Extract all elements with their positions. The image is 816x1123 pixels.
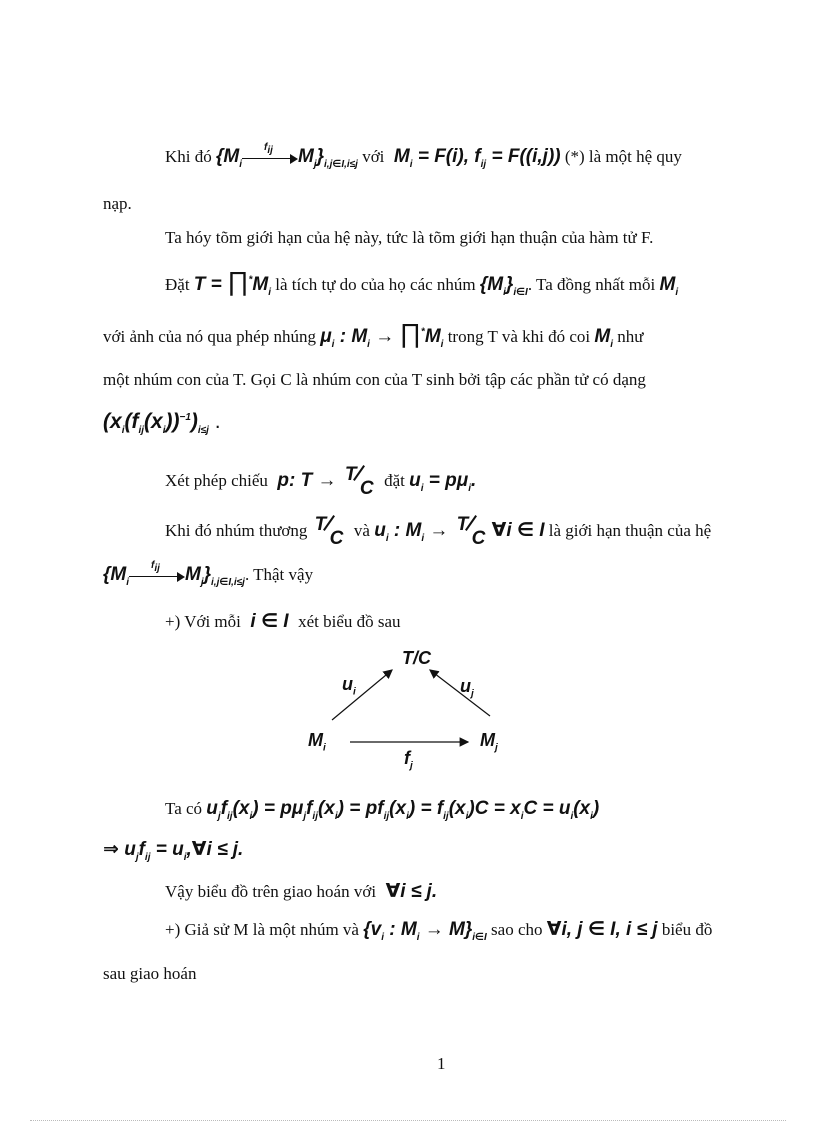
text: . Thật vậy [244, 565, 314, 584]
formula-embedding: $\mu_i$ : $M_i$ → $\prod^*M_i$ [320, 318, 444, 350]
label-uj: $u_j$ [460, 676, 474, 700]
text: Vậy biểu đồ trên giao hoán với [165, 882, 377, 901]
system-expression: {$M_i$ $f_{ij}$ $M_j\}_{i,j\in I,i\le j}$ [216, 141, 358, 170]
formula-generator: $(x_i(f_{ij}(x_i))^{-1})_{i\le j}$ . [103, 410, 221, 437]
paragraph-line-15 [165, 880, 437, 903]
text: Đặt [165, 275, 190, 294]
formula-T-product: $T = \prod^*M_i$ [193, 266, 271, 298]
paragraph-line-5 [103, 318, 643, 349]
text: Xét phép chiếu [165, 471, 268, 491]
page-footer-rule [30, 1120, 786, 1121]
text: là giới hạn thuận của hệ [548, 521, 712, 541]
text: +) Với mỗi [165, 612, 241, 631]
text: Khi đó [165, 147, 212, 166]
formula-projection: p: T → T C [272, 464, 374, 499]
paragraph-line-17: sau giao hoán [103, 964, 197, 983]
text: Ta có [165, 799, 203, 818]
paragraph-line-8 [165, 464, 477, 499]
paragraph-line-6: một nhúm con của T. Gọi C là nhúm con của T sinh bởi tập các phần tử có dạng [103, 370, 646, 389]
formula-Mi: $M_i$ [659, 274, 679, 298]
formula-ui-def: $u_i = p\mu_i$. [409, 470, 477, 494]
paragraph-line-2: nạp. [103, 194, 132, 213]
text: xét biểu đồ sau [298, 612, 401, 631]
paragraph-line-4 [165, 266, 678, 297]
arrow-ui [332, 670, 392, 720]
commutative-diagram [300, 644, 520, 784]
formula-chain: $u_jf_{ij}(x_i) = p\mu_jf_{ij}(x_i) = pf_{ij}(x_i) = f_{ij}(x_i)C = x_iC = u_i(x_i)$ [206, 798, 600, 822]
formula-ui-map: $u_i$ : $M_i$ → T C ∀i ∈ I [374, 514, 545, 549]
text: với ảnh của nó qua phép nhúng [103, 327, 316, 346]
node-Mj: $M_j$ [480, 730, 498, 754]
label-f: $f_j$ [404, 748, 413, 772]
formula-M-F: $M_i = F(i)$, $f_{ij} = F((i,j))$ [388, 146, 561, 170]
page-number: 1 [437, 1054, 446, 1073]
paragraph-line-10 [103, 559, 314, 588]
node-T-over-C: T/C [402, 648, 431, 668]
text: như [617, 327, 644, 346]
text: biểu đồ [661, 920, 713, 939]
text: sao cho [491, 920, 543, 939]
text: và [353, 521, 370, 541]
label-ui: $u_i$ [342, 674, 356, 698]
formula-forall: ∀i ≤ j. [380, 881, 438, 902]
text: đặt [384, 471, 405, 491]
formula-vi-family: {$v_i$ : $M_i \to M\}_{i\in I}$ [363, 919, 487, 943]
text: +) Giả sử M là một nhúm và [165, 920, 359, 939]
paragraph-line-3: Ta hóy tõm giới hạn của hệ này, tức là tõm giới hạn thuận của hàm tử F. [165, 228, 654, 247]
formula-implication: ⇒ $u_jf_{ij}$ = $u_i,\forall i \le j$. [103, 839, 244, 863]
formula-Mi: $M_i$ [594, 326, 613, 350]
formula-i-in-I: i ∈ I [245, 611, 294, 632]
paragraph-line-9 [165, 514, 712, 549]
formula-quotient: T C [314, 514, 344, 549]
formula-family: $\{M_i\}_{i\in I}$ [479, 274, 528, 298]
paragraph-line-1 [165, 141, 682, 170]
text: (*) là một hệ quy [564, 147, 682, 166]
text: là tích tự do của họ các nhúm [275, 275, 476, 294]
paragraph-line-13 [165, 798, 599, 820]
text: Khi đó nhúm thương [165, 521, 308, 541]
system-expression: {$M_i$ $f_{ij}$ $M_j\}_{i,j\in I,i\le j}$ [103, 559, 245, 588]
paragraph-line-11 [165, 610, 401, 633]
node-Mi: $M_i$ [308, 730, 326, 754]
paragraph-line-16 [165, 918, 712, 941]
text: với [362, 147, 385, 166]
formula-forall-ij: ∀i, j ∈ I, i ≤ j [546, 919, 658, 940]
text: . Ta đồng nhất mỗi [527, 275, 656, 294]
text: trong T và khi đó coi [447, 327, 591, 346]
